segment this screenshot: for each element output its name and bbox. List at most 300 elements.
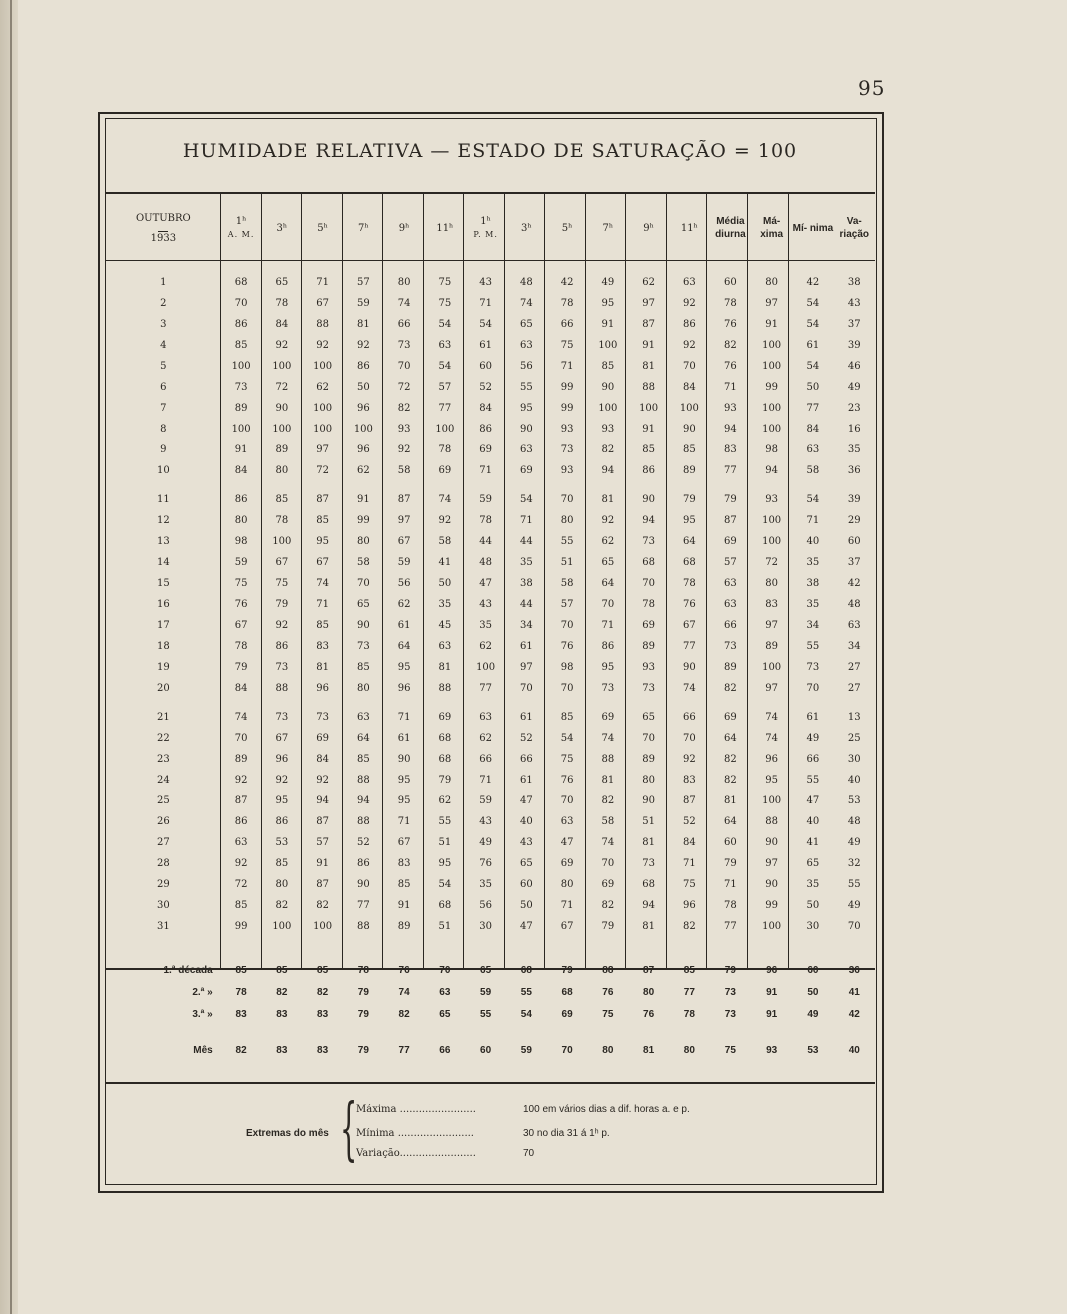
day-label: 12	[157, 515, 170, 527]
table-cell: 88	[601, 753, 615, 765]
table-cell: 100	[231, 423, 251, 435]
table-cell: 73	[234, 381, 248, 393]
table-cell: 53	[847, 795, 861, 807]
table-cell: 94	[316, 795, 329, 807]
table-cell: 70	[560, 494, 574, 506]
table-row	[106, 573, 875, 594]
table-cell: 90	[356, 619, 370, 631]
table-cell: 71	[560, 360, 574, 372]
table-cell: 95	[316, 536, 329, 548]
table-cell: 70	[234, 732, 248, 744]
summary-cell: 80	[602, 1044, 614, 1056]
table-cell: 86	[234, 494, 248, 506]
summary-cell: 69	[561, 1008, 573, 1020]
table-cell: 57	[560, 599, 574, 611]
table-cell: 85	[356, 753, 370, 765]
table-cell: 78	[724, 900, 737, 912]
table-cell: 86	[642, 465, 655, 477]
summary-cell: 74	[398, 986, 410, 998]
table-cell: 39	[847, 494, 861, 506]
table-cell: 79	[682, 494, 696, 506]
table-cell: 79	[438, 774, 452, 786]
table-cell: 64	[724, 816, 737, 828]
table-cell: 98	[560, 661, 574, 673]
table-cell: 42	[560, 276, 574, 288]
table-row	[106, 832, 875, 853]
table-cell: 75	[560, 753, 574, 765]
table-cell: 86	[479, 423, 492, 435]
extremes-label: Extremas do mês	[246, 1128, 329, 1139]
table-cell: 84	[682, 837, 696, 849]
hour-header	[587, 196, 628, 260]
table-cell: 73	[275, 711, 289, 723]
table-cell: 88	[316, 318, 329, 330]
table-cell: 100	[313, 921, 333, 933]
table-cell: 47	[806, 795, 820, 807]
table-cell: 71	[519, 515, 533, 527]
table-cell: 71	[560, 900, 574, 912]
hour-header	[506, 196, 547, 260]
table-cell: 66	[519, 753, 533, 765]
table-cell: 89	[642, 640, 655, 652]
extreme-min-value: 30 no dia 31 á 1ʰ p.	[523, 1128, 610, 1139]
table-cell: 78	[724, 297, 737, 309]
table-cell: 34	[519, 619, 533, 631]
table-cell: 83	[316, 640, 329, 652]
table-cell: 44	[519, 536, 533, 548]
summary-cell: 78	[357, 964, 369, 976]
table-cell: 85	[316, 515, 329, 527]
day-label: 6	[160, 381, 167, 393]
table-row	[106, 770, 875, 791]
table-cell: 86	[356, 360, 370, 372]
table-cell: 65	[806, 858, 820, 870]
table-cell: 90	[601, 381, 615, 393]
table-cell: 78	[479, 515, 492, 527]
table-cell: 71	[479, 774, 492, 786]
table-cell: 100	[476, 661, 496, 673]
table-cell: 62	[601, 536, 615, 548]
summary-header: Má- xima	[760, 216, 784, 240]
table-cell: 81	[724, 795, 737, 807]
table-cell: 76	[560, 640, 574, 652]
table-cell: 100	[313, 360, 333, 372]
table-cell: 86	[234, 816, 248, 828]
day-label: 31	[157, 921, 170, 933]
table-cell: 38	[847, 276, 861, 288]
table-row	[106, 260, 875, 293]
table-cell: 58	[560, 578, 574, 590]
table-cell: 61	[519, 774, 533, 786]
table-cell: 71	[724, 879, 737, 891]
summary-cell: 66	[439, 1044, 451, 1056]
table-cell: 35	[479, 619, 492, 631]
table-cell: 58	[601, 816, 615, 828]
table-cell: 71	[806, 515, 820, 527]
table-cell: 54	[438, 360, 452, 372]
table-cell: 81	[601, 494, 615, 506]
table-cell: 70	[642, 732, 655, 744]
summary-cell: 80	[683, 1044, 695, 1056]
summary-cell: 55	[520, 986, 532, 998]
day-label: 25	[157, 795, 170, 807]
table-cell: 100	[762, 661, 782, 673]
table-cell: 66	[479, 753, 492, 765]
table-cell: 80	[765, 578, 778, 590]
table-row	[106, 678, 875, 699]
table-cell: 54	[438, 879, 452, 891]
table-cell: 68	[642, 557, 655, 569]
table-cell: 100	[231, 360, 251, 372]
table-cell: 77	[724, 921, 737, 933]
table-cell: 100	[313, 402, 333, 414]
day-label: 1	[160, 276, 167, 288]
table-cell: 93	[642, 661, 655, 673]
hour-header	[221, 196, 262, 260]
table-cell: 85	[642, 444, 655, 456]
hour-header	[302, 196, 343, 260]
table-cell: 54	[438, 318, 452, 330]
table-cell: 68	[234, 276, 248, 288]
table-cell: 57	[356, 276, 370, 288]
summary-cell: 93	[766, 1044, 778, 1056]
table-cell: 100	[762, 423, 782, 435]
table-cell: 87	[642, 318, 655, 330]
table-cell: 96	[356, 444, 370, 456]
table-cell: 78	[642, 599, 655, 611]
summary-cell: 80	[643, 986, 655, 998]
table-cell: 100	[639, 402, 659, 414]
day-label: 29	[157, 879, 170, 891]
table-cell: 40	[806, 536, 820, 548]
hour-label: 7ʰ	[358, 222, 369, 234]
table-cell: 35	[847, 444, 861, 456]
summary-cell: 73	[724, 986, 736, 998]
summary-cell: 77	[398, 1044, 410, 1056]
summary-cell: 54	[520, 1008, 532, 1020]
table-cell: 82	[275, 900, 289, 912]
summary-cell: 82	[317, 986, 329, 998]
table-cell: 100	[598, 402, 618, 414]
day-label: 9	[160, 444, 167, 456]
summary-cell: 60	[807, 964, 819, 976]
table-cell: 92	[438, 515, 452, 527]
day-label: 4	[160, 339, 167, 351]
table-cell: 99	[765, 900, 778, 912]
table-cell: 65	[275, 276, 289, 288]
table-cell: 40	[847, 774, 861, 786]
summary-row	[106, 947, 875, 981]
table-cell: 67	[234, 619, 248, 631]
table-cell: 61	[397, 732, 411, 744]
table-cell: 99	[560, 402, 574, 414]
summary-cell: 70	[439, 964, 451, 976]
summary-cell: 65	[480, 964, 492, 976]
summary-cell: 78	[235, 986, 247, 998]
table-cell: 96	[275, 753, 289, 765]
hour-header	[669, 196, 710, 260]
extreme-max-value: 100 em vários dias a dif. horas a. e p.	[523, 1104, 690, 1115]
summary-cell: 83	[317, 1044, 329, 1056]
table-cell: 74	[397, 297, 411, 309]
table-cell: 94	[356, 795, 370, 807]
month-dash	[158, 225, 168, 232]
table-cell: 43	[479, 599, 492, 611]
table-cell: 58	[438, 536, 452, 548]
table-cell: 92	[316, 339, 329, 351]
day-label: 14	[157, 557, 170, 569]
table-cell: 27	[847, 682, 861, 694]
table-cell: 83	[765, 599, 778, 611]
table-cell: 75	[234, 578, 248, 590]
table-cell: 77	[356, 900, 370, 912]
summary-label: 1.ª década	[163, 964, 213, 976]
table-cell: 93	[601, 423, 615, 435]
extreme-max-name: Máxima ........................	[356, 1104, 476, 1115]
hour-header	[384, 196, 425, 260]
extreme-var-row	[356, 1148, 535, 1162]
table-cell: 87	[724, 515, 737, 527]
table-row	[106, 460, 875, 481]
table-cell: 73	[316, 711, 329, 723]
table-cell: 73	[724, 640, 737, 652]
table-cell: 72	[316, 465, 329, 477]
day-label: 15	[157, 578, 170, 590]
table-cell: 61	[519, 640, 533, 652]
table-cell: 82	[316, 900, 329, 912]
table-cell: 30	[847, 753, 861, 765]
table-cell: 77	[682, 640, 696, 652]
table-cell: 92	[275, 339, 289, 351]
table-cell: 60	[724, 276, 737, 288]
table-cell: 93	[397, 423, 411, 435]
hour-period: P. M.	[473, 230, 498, 239]
table-cell: 62	[316, 381, 329, 393]
table-row	[106, 531, 875, 552]
table-cell: 59	[397, 557, 411, 569]
table-cell: 87	[316, 494, 329, 506]
table-cell: 81	[316, 661, 329, 673]
table-cell: 87	[397, 494, 411, 506]
table-cell: 66	[806, 753, 820, 765]
table-cell: 52	[356, 837, 370, 849]
table-cell: 77	[479, 682, 492, 694]
table-cell: 76	[682, 599, 696, 611]
table-cell: 70	[397, 360, 411, 372]
table-cell: 84	[234, 465, 248, 477]
table-cell: 85	[560, 711, 574, 723]
table-cell: 44	[519, 599, 533, 611]
table-cell: 69	[316, 732, 329, 744]
table-cell: 35	[806, 557, 820, 569]
table-cell: 63	[479, 711, 492, 723]
hour-header	[547, 196, 588, 260]
summary-cell: 78	[683, 1008, 695, 1020]
table-cell: 87	[682, 795, 696, 807]
table-cell: 81	[601, 774, 615, 786]
table-cell: 51	[560, 557, 574, 569]
table-cell: 61	[397, 619, 411, 631]
table-cell: 78	[234, 640, 248, 652]
table-cell: 60	[519, 879, 533, 891]
table-cell: 47	[479, 578, 492, 590]
table-cell: 94	[601, 465, 615, 477]
table-cell: 93	[724, 402, 737, 414]
extreme-min-row	[356, 1128, 610, 1142]
table-row	[106, 853, 875, 874]
table-cell: 100	[762, 515, 782, 527]
table-cell: 68	[438, 900, 452, 912]
table-cell: 65	[601, 557, 615, 569]
summary-cell: 85	[683, 964, 695, 976]
table-cell: 63	[560, 816, 574, 828]
table-cell: 54	[806, 318, 820, 330]
table-cell: 48	[847, 816, 861, 828]
table-row	[106, 398, 875, 419]
table-cell: 36	[847, 465, 861, 477]
table-cell: 64	[356, 732, 370, 744]
table-cell: 100	[272, 423, 292, 435]
table-cell: 86	[234, 318, 248, 330]
table-cell: 78	[682, 578, 696, 590]
table-cell: 55	[806, 774, 820, 786]
table-cell: 74	[601, 732, 615, 744]
table-cell: 74	[765, 732, 778, 744]
table-cell: 89	[275, 444, 289, 456]
summary-cell: 87	[643, 964, 655, 976]
table-cell: 73	[275, 661, 289, 673]
table-row	[106, 874, 875, 895]
extreme-var-name: Variação........................	[356, 1148, 476, 1159]
table-cell: 46	[847, 360, 861, 372]
table-cell: 53	[275, 837, 289, 849]
table-row	[106, 636, 875, 657]
table-cell: 83	[397, 858, 411, 870]
table-cell: 75	[560, 339, 574, 351]
summary-label: 2.ª »	[192, 986, 213, 998]
summary-cell: 79	[724, 964, 736, 976]
table-cell: 95	[397, 661, 411, 673]
summary-cell: 83	[317, 1008, 329, 1020]
summary-cell: 77	[683, 986, 695, 998]
table-cell: 97	[397, 515, 411, 527]
table-cell: 99	[234, 921, 248, 933]
summary-cell: 85	[235, 964, 247, 976]
table-cell: 74	[682, 682, 696, 694]
table-row	[106, 916, 875, 947]
summary-label: Mês	[193, 1044, 213, 1056]
table-cell: 95	[601, 297, 615, 309]
table-cell: 63	[847, 619, 861, 631]
table-cell: 92	[601, 515, 615, 527]
table-row	[106, 615, 875, 636]
table-cell: 64	[682, 536, 696, 548]
summary-cell: 50	[807, 986, 819, 998]
summary-cell: 49	[807, 1008, 819, 1020]
table-cell: 71	[479, 465, 492, 477]
table-cell: 90	[642, 494, 655, 506]
table-cell: 77	[724, 465, 737, 477]
table-row	[106, 335, 875, 356]
table-cell: 50	[356, 381, 370, 393]
table-cell: 52	[519, 732, 533, 744]
table-cell: 63	[724, 599, 737, 611]
table-cell: 100	[598, 339, 618, 351]
hour-label: 11ʰ	[680, 222, 698, 234]
hour-header	[343, 196, 384, 260]
day-label: 22	[157, 732, 170, 744]
table-cell: 95	[397, 774, 411, 786]
summary-row	[106, 1003, 875, 1025]
table-cell: 76	[234, 599, 248, 611]
day-label: 28	[157, 858, 170, 870]
table-cell: 88	[438, 682, 452, 694]
table-cell: 63	[806, 444, 820, 456]
table-cell: 78	[275, 297, 289, 309]
table-cell: 79	[724, 858, 737, 870]
table-cell: 71	[682, 858, 696, 870]
table-cell: 40	[806, 816, 820, 828]
month-label: OUTUBRO	[135, 212, 191, 224]
table-cell: 100	[272, 536, 292, 548]
table-cell: 94	[765, 465, 778, 477]
table-cell: 75	[438, 276, 452, 288]
summary-cell: 76	[602, 986, 614, 998]
table-cell: 76	[479, 858, 492, 870]
hour-label: 5ʰ	[561, 222, 573, 234]
table-cell: 91	[601, 318, 615, 330]
table-cell: 81	[356, 318, 370, 330]
table-cell: 41	[806, 837, 820, 849]
table-cell: 45	[438, 619, 452, 631]
brace: {	[340, 1090, 358, 1169]
table-cell: 66	[560, 318, 574, 330]
summary-row	[106, 981, 875, 1003]
table-cell: 82	[724, 774, 737, 786]
table-row	[106, 510, 875, 531]
table-cell: 91	[316, 858, 329, 870]
table-cell: 97	[765, 858, 778, 870]
table-cell: 92	[682, 753, 696, 765]
hour-label: 7ʰ	[602, 222, 614, 234]
table-cell: 71	[479, 297, 492, 309]
day-label: 23	[157, 753, 170, 765]
extreme-var-value: 70	[523, 1148, 535, 1159]
table-cell: 54	[806, 297, 820, 309]
table-cell: 97	[316, 444, 329, 456]
table-cell: 91	[397, 900, 411, 912]
summary-cell: 70	[561, 1044, 573, 1056]
table-row	[106, 749, 875, 770]
table-row	[106, 811, 875, 832]
table-cell: 95	[438, 858, 452, 870]
table-cell: 73	[397, 339, 411, 351]
table-cell: 59	[356, 297, 370, 309]
table-cell: 25	[847, 732, 861, 744]
table-row	[106, 728, 875, 749]
table-cell: 67	[316, 297, 329, 309]
table-cell: 74	[316, 578, 329, 590]
summary-cell: 91	[766, 986, 778, 998]
table-cell: 100	[272, 360, 292, 372]
summary-cell: 63	[439, 986, 451, 998]
summary-cell: 83	[235, 1008, 247, 1020]
table-cell: 42	[806, 276, 820, 288]
day-label: 19	[157, 661, 170, 673]
day-label: 21	[157, 711, 170, 723]
summary-cell: 83	[276, 1008, 288, 1020]
summary-cell: 76	[643, 1008, 655, 1020]
